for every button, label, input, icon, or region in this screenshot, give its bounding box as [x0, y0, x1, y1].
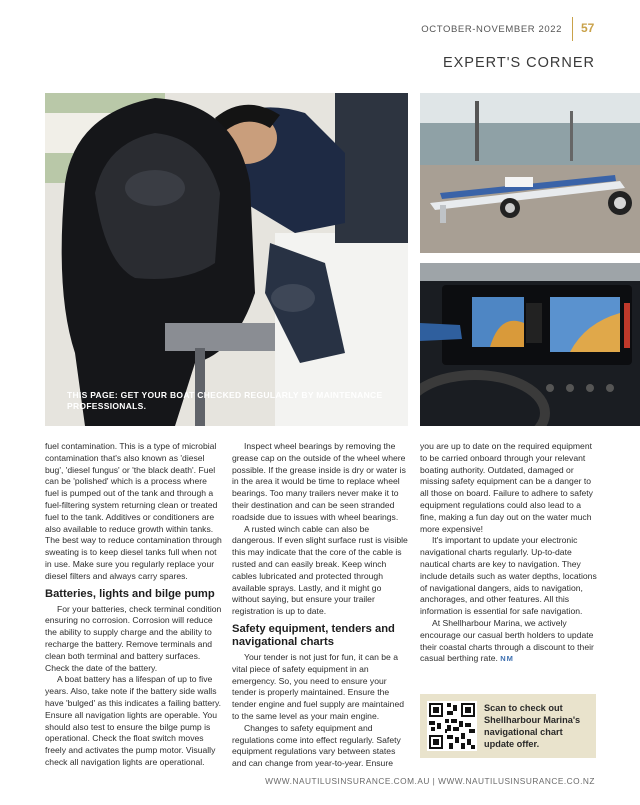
- paragraph-text: At Shellharbour Marina, we actively encourage our casual berth holders to update their coastal charts through a discount to their casual berthing rate.: [420, 617, 594, 664]
- paragraph: fuel contamination. This is a type of microbial contamination that's also known as 'diesel bug', 'diesel fungus' or 'the black death'. Fuel can be 'polished' which is a process where fuel is pumped out of the tank and through a fuel-filtering system returning clean or treated fuel to the tank. Additives or conditioners are also available to reduce growth within tanks. The best way to reduce contamination through sweating is to keep diesel tanks full when not in use. Make sure you regularly replace your diesel filters and always carry spares.: [45, 441, 222, 581]
- qr-callout[interactable]: [420, 694, 596, 758]
- paragraph: Inspect wheel bearings by removing the grease cap on the outside of the wheel where possible. If the grease inside is dry or water is in the area it would be time to replace wheel bearings. Too many trailers never make it to their destination and can be seen stranded roadside due to issues with wheel bearings.: [232, 441, 406, 522]
- page-number: 57: [581, 21, 595, 35]
- paragraph: A rusted winch cable can also be dangerous. If even slight surface rust is visible this may indicate that the core of the cable is rusted and can easily break. Keep winch cables lubricated and protected through available sprays. Lastly, and it might go without saying, but ensure your trailer registration is up to date.: [232, 523, 408, 617]
- paragraph: It's important to update your electronic navigational charts regularly. Up-to-date nautical charts are key to navigation. They include details such as water depths, locations of navigational dangers, aids to navigation, anchorages, and other features. All this information is essential for safe navigation.: [420, 535, 597, 617]
- article-column-1: [45, 441, 223, 769]
- subheading-batteries: Batteries, lights and bilge pump: [45, 587, 215, 600]
- subheading-safety-equipment: Safety equipment, tenders and navigational charts: [232, 622, 395, 648]
- mechanic-outboard-photo: [45, 93, 408, 426]
- paragraph: A boat battery has a lifespan of up to five years. Also, take note if the battery side walls have 'bulged' as this indicates a failing battery. Ensure all navigation lights are operable. You should also test to ensure the bilge pump is operational. Check the float switch moves freely and activates the pump motor. Visually check all navigation lights are operational.: [45, 674, 222, 767]
- paragraph: For your batteries, check terminal condition ensuring no corrosion. Corrosion will reduce the ability to supply charge and the ability to recharge the battery. Remove terminals and clean both terminal and battery surfaces. Check the date of the battery.: [45, 603, 222, 673]
- navigation-display-photo: [420, 263, 640, 426]
- qr-callout-text: Scan to check out Shellharbour Marina's navigational chart update offer.: [484, 703, 581, 749]
- section-title: EXPERT'S CORNER: [442, 55, 595, 71]
- qr-code-icon[interactable]: [427, 701, 477, 751]
- paragraph: you are up to date on the required equipment to be carried onboard through your relevant boating authority. Outdated, damaged or missing safety equipment can be a danger to all those on board. Failure to adhere to safety equipment regulations could also lead to a fine, making a fun day out on the water much more expensive!: [420, 441, 593, 534]
- footer-urls: WWW.NAUTILUSINSURANCE.COM.AU | WWW.NAUTILUSINSURANCE.CO.NZ: [265, 776, 595, 786]
- boat-trailer-photo: [420, 93, 640, 253]
- paragraph: Your tender is not just for fun, it can be a vital piece of safety equipment in an emergency. So, you need to ensure your tender is properly maintained. Ensure the tender engine and fuel supply are maintained to the same level as your main engine.: [232, 651, 404, 721]
- article-column-3: [420, 441, 598, 665]
- paragraph-final: [420, 618, 598, 665]
- header-divider: [572, 17, 573, 41]
- end-mark-logo: NM: [500, 654, 514, 664]
- issue-date: OCTOBER-NOVEMBER 2022: [421, 24, 562, 35]
- paragraph: Changes to safety equipment and regulations come into effect regularly. Safety equipment regulations vary between states and can change from year-to-year. Ensure: [232, 722, 401, 769]
- article-column-2: [232, 441, 410, 770]
- photo-caption: THIS PAGE: GET YOUR BOAT CHECKED REGULARLY BY MAINTENANCE PROFESSIONALS.: [67, 390, 383, 411]
